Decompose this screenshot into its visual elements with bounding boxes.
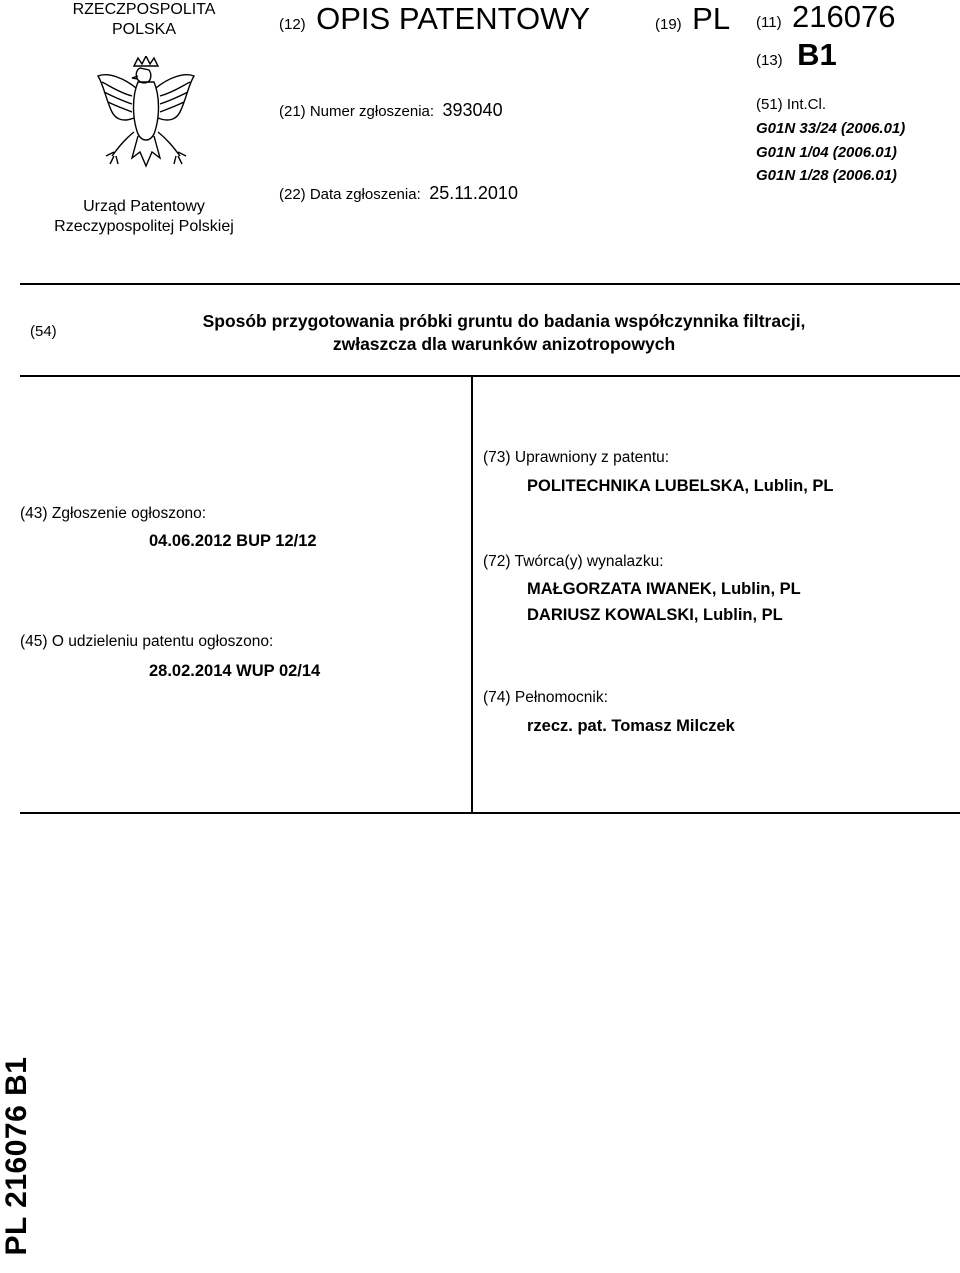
grant-label: (45) O udzieleniu patentu ogłoszono: (20, 633, 274, 650)
kind-code-label: (13) (756, 52, 783, 69)
filing-date (279, 181, 518, 207)
int-cl-entry: G01N 33/24 (2006.01) (756, 120, 906, 137)
application-number (279, 98, 503, 124)
country-name (0, 0, 288, 40)
int-cl-entry: G01N 1/28 (2006.01) (756, 167, 897, 184)
kind-code (756, 38, 837, 78)
title-code: (54) (30, 323, 57, 340)
int-cl-label: (51) Int.Cl. (756, 96, 827, 113)
country-code (655, 2, 730, 36)
column-divider (471, 376, 473, 814)
inventor-name: MAŁGORZATA IWANEK, Lublin, PL (527, 580, 801, 598)
divider-line (20, 283, 960, 285)
inventors-label: (72) Twórca(y) wynalazku: (483, 553, 664, 570)
inventor-name: DARIUSZ KOWALSKI, Lublin, PL (527, 606, 783, 624)
country-code-label: (19) (655, 16, 682, 33)
proprietor-value: POLITECHNIKA LUBELSKA, Lublin, PL (527, 477, 834, 495)
publication-label: (43) Zgłoszenie ogłoszono: (20, 505, 207, 522)
patent-number-label: (11) (756, 14, 782, 31)
document-type-code: (12) (279, 16, 306, 33)
patent-office-name (0, 197, 288, 237)
attorney-value: rzecz. pat. Tomasz Milczek (527, 717, 735, 735)
patent-office-name-text: Urząd Patentowy Rzeczypospolitej Polskiej (54, 198, 234, 235)
grant-value: 28.02.2014 WUP 02/14 (149, 662, 321, 680)
patent-number (756, 0, 895, 40)
filing-date-value: 25.11.2010 (429, 183, 518, 203)
country-code-value: PL (692, 1, 731, 36)
invention-title: Sposób przygotowania próbki gruntu do badania współczynnika filtracji, zwłaszcza dla warunków anizotropowych (202, 311, 806, 354)
publication-value: 04.06.2012 BUP 12/12 (149, 532, 317, 550)
patent-number-value: 216076 (792, 0, 896, 34)
attorney-label: (74) Pełnomocnik: (483, 689, 608, 706)
kind-code-value: B1 (797, 37, 837, 72)
int-cl-entry: G01N 1/04 (2006.01) (756, 144, 897, 161)
application-number-value: 393040 (442, 100, 503, 120)
document-type-label: OPIS PATENTOWY (316, 1, 591, 36)
side-patent-label-text: PL 216076 B1 (0, 1056, 33, 1256)
country-name-text: RZECZPOSPOLITA POLSKA (72, 1, 216, 38)
filing-date-label: (22) Data zgłoszenia: (279, 186, 421, 203)
proprietor-label: (73) Uprawniony z patentu: (483, 449, 670, 466)
divider-line (20, 812, 960, 814)
side-patent-label (0, 1040, 34, 1272)
polish-eagle-emblem-icon (94, 56, 198, 180)
divider-line (20, 375, 960, 377)
document-type (279, 2, 590, 36)
application-number-label: (21) Numer zgłoszenia: (279, 103, 435, 120)
